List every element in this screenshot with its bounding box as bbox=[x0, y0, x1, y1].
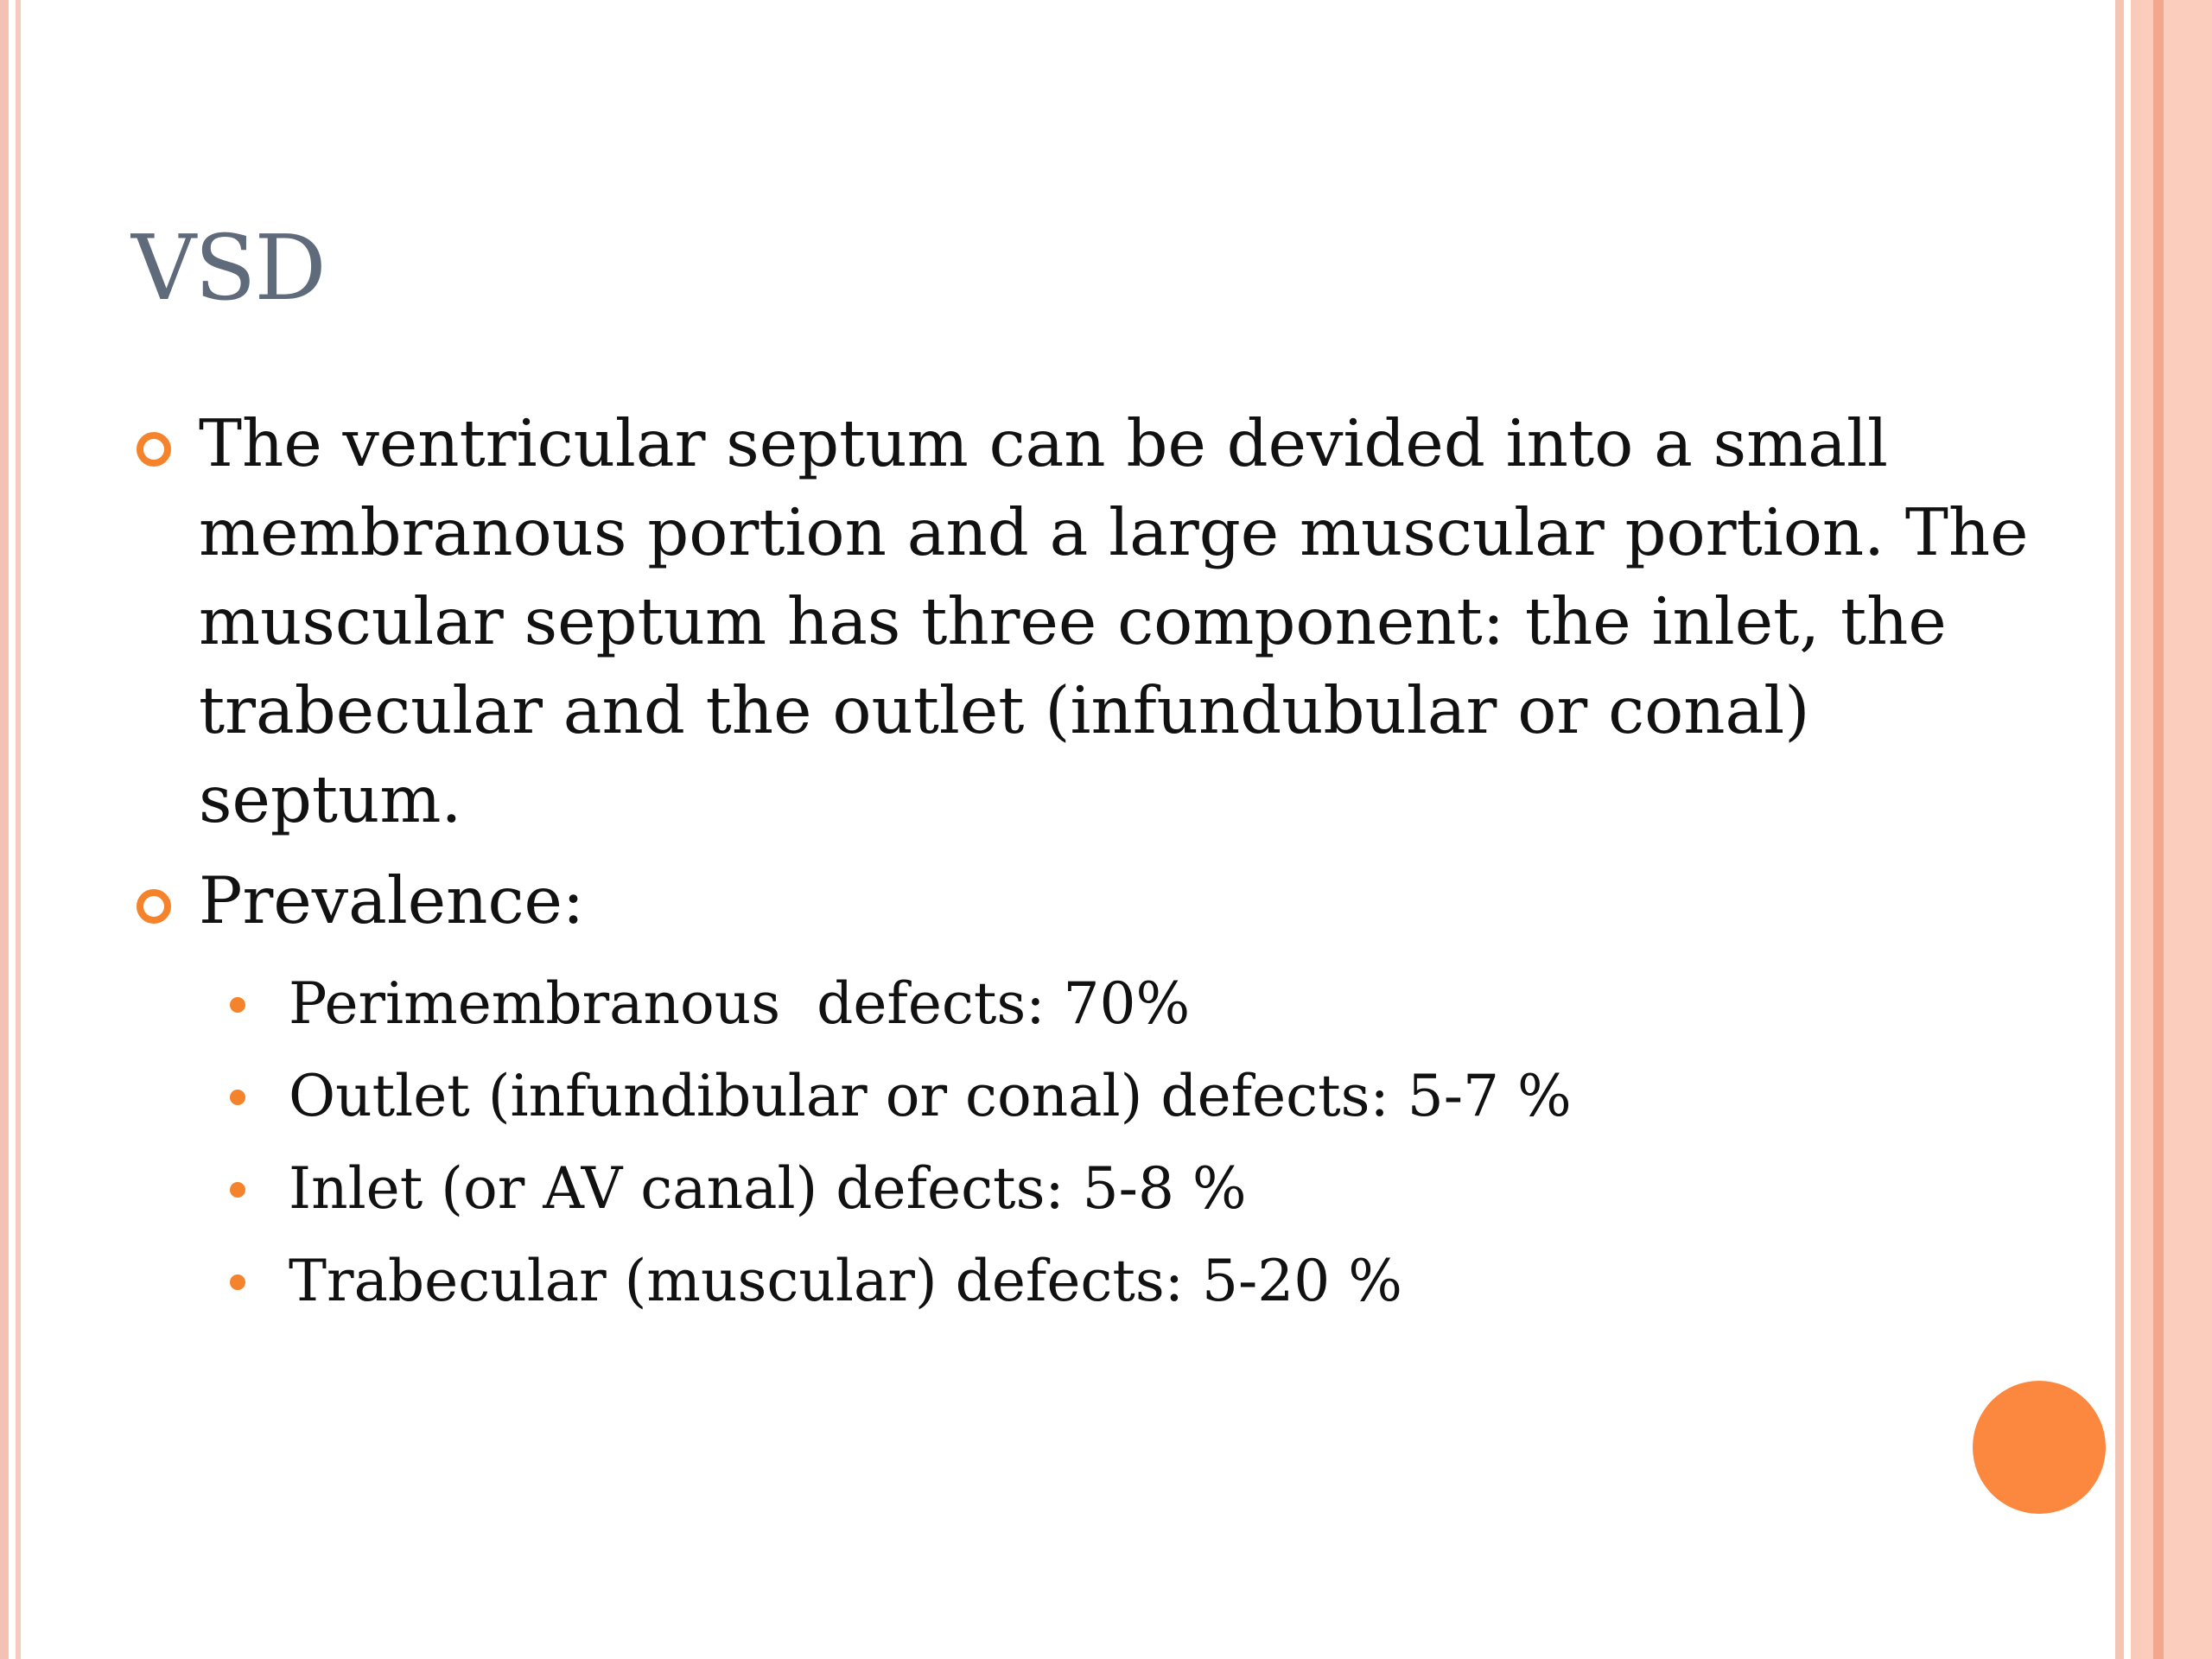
bullet-septum-description bbox=[131, 399, 2058, 844]
left-border-line-inner bbox=[16, 0, 21, 1659]
ring-bullet-icon bbox=[137, 432, 171, 467]
bullet-text: The ventricular septum can be devided into a small membranous portion and a large muscular portion. The muscular septum has three component: the inlet, the trabecular and the outlet (infundubular or conal) septum. bbox=[199, 405, 2029, 837]
dot-bullet-icon bbox=[230, 997, 245, 1013]
sub-bullet-text: Outlet (infundibular or conal) defects: 5-7 % bbox=[289, 1063, 1572, 1129]
right-decorative-band-stripe bbox=[2153, 0, 2164, 1659]
sub-bullet-inlet bbox=[131, 1142, 2058, 1235]
dot-bullet-icon bbox=[230, 1090, 245, 1105]
slide-content bbox=[131, 399, 2058, 1327]
bullet-text: Prevalence: bbox=[199, 862, 585, 938]
sub-bullet-trabecular bbox=[131, 1235, 2058, 1327]
left-border-line bbox=[0, 0, 9, 1659]
sub-bullet-text: Perimembranous defects: 70% bbox=[289, 970, 1191, 1037]
bullet-prevalence bbox=[131, 856, 2058, 945]
sub-bullet-outlet bbox=[131, 1050, 2058, 1142]
prevalence-sub-list bbox=[131, 957, 2058, 1327]
orange-circle-decoration bbox=[1973, 1381, 2106, 1514]
right-border-line bbox=[2115, 0, 2124, 1659]
sub-bullet-perimembranous bbox=[131, 957, 2058, 1050]
dot-bullet-icon bbox=[230, 1274, 245, 1290]
sub-bullet-text: Trabecular (muscular) defects: 5-20 % bbox=[289, 1248, 1402, 1314]
ring-bullet-icon bbox=[137, 889, 171, 924]
right-decorative-band bbox=[2141, 0, 2212, 1659]
right-border-line-2 bbox=[2131, 0, 2141, 1659]
slide-title: VSD bbox=[131, 215, 325, 321]
sub-bullet-text: Inlet (or AV canal) defects: 5-8 % bbox=[289, 1155, 1247, 1222]
dot-bullet-icon bbox=[230, 1182, 245, 1198]
